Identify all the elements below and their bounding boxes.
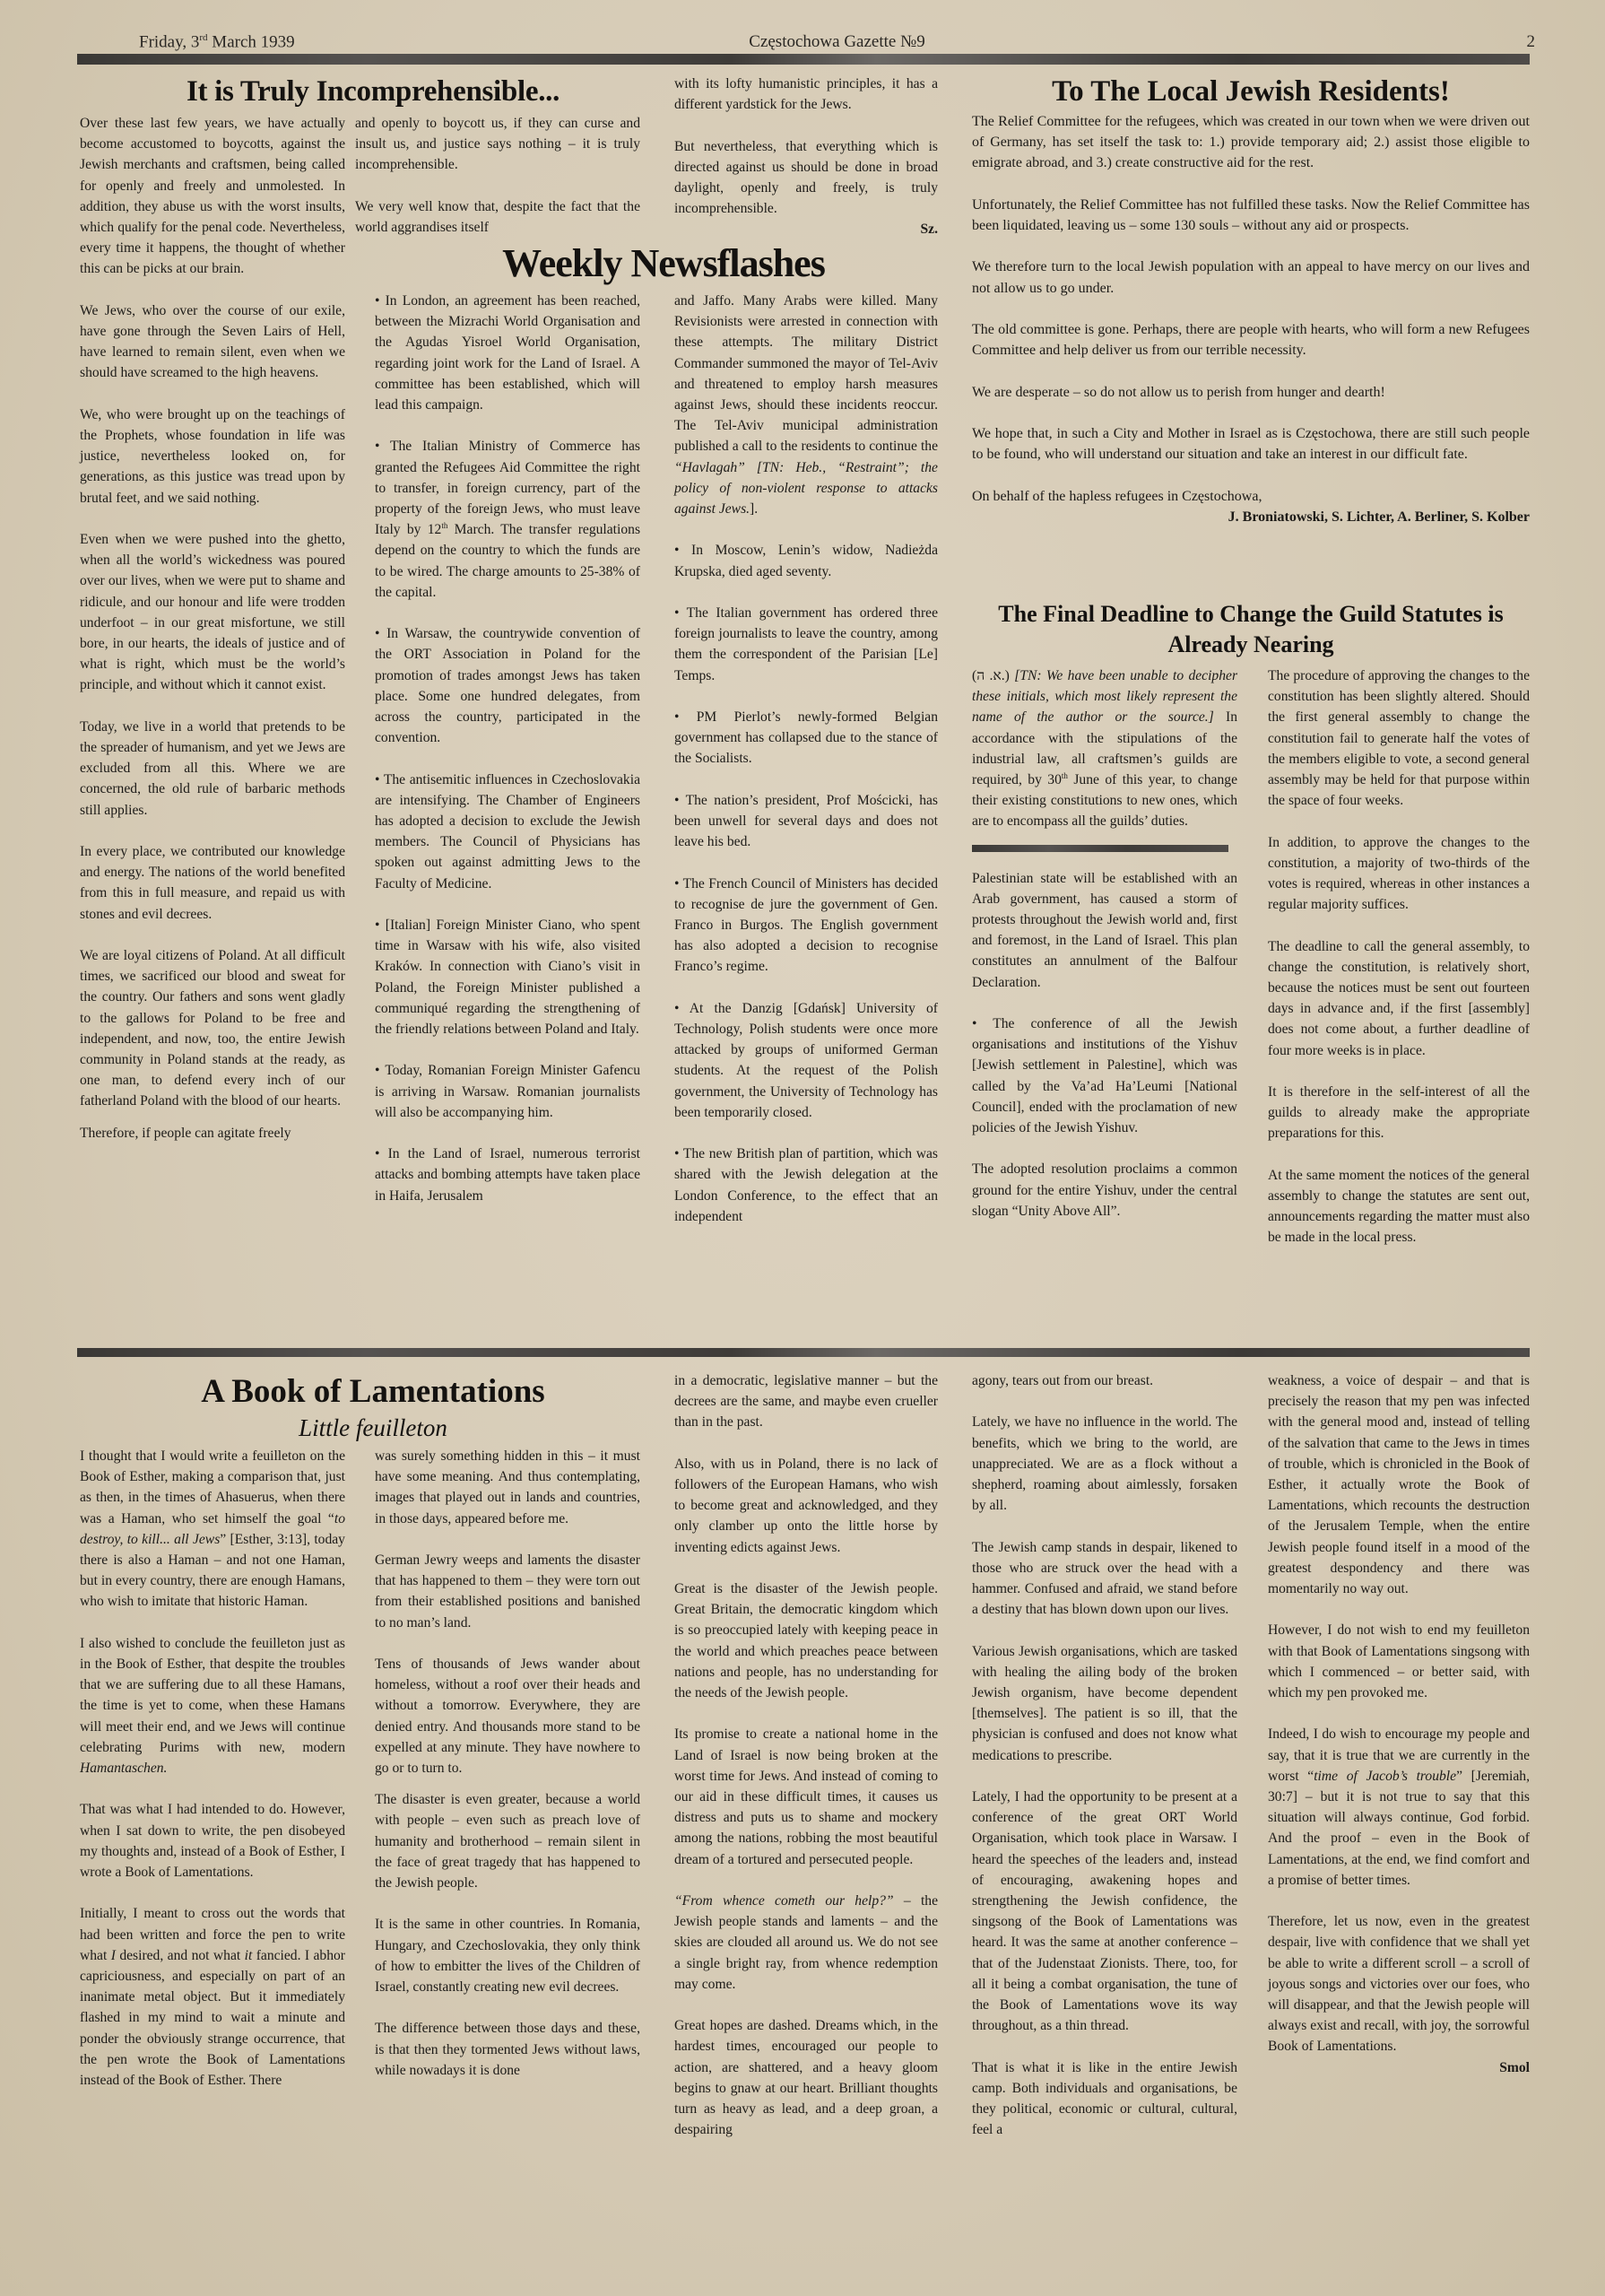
paragraph: We therefore turn to the local Jewish population with an appeal to have mercy on our lives and not allow us to go under. (972, 259, 1530, 296)
guild-left-column (972, 665, 1237, 1222)
news-item: • The Italian Ministry of Commerce has granted the Refugees Aid Committee the right to transfer, in foreign currency, part of the property of the foreign Jews, who must leave Italy by 12th March. The transfer regulations depend on the country to which the funds are to be wired. The charge amounts to 25-38% of the capital. (375, 439, 641, 600)
paragraph: It is therefore in the self-interest of all the guilds to already make the appropriate preparations for this. (1268, 1084, 1530, 1142)
news-item: • In Moscow, Lenin’s widow, Nadieżda Krupska, died aged seventy. (674, 543, 938, 579)
paragraph: Great hopes are dashed. Dreams which, in the hardest times, encouraged our people to action, are shattered, and a heavy gloom begins to gnaw at our heart. Brilliant thoughts turn as heavy as lead, and a deep groan, a despairing (674, 2018, 938, 2138)
paragraph: We Jews, who over the course of our exile, have gone through the Seven Lairs of Hell, have learned to remain silent, even when we should have screamed to the high heavens. (80, 302, 345, 381)
paper-title: Częstochowa Gazette №9 (749, 32, 925, 51)
paragraph: Unfortunately, the Relief Committee has not fulfilled these tasks. Now the Relief Committee has been liquidated, leaving us – some 130 souls – without any aid or prospects. (972, 196, 1530, 233)
paragraph: Therefore, let us now, even in the greatest despair, live with confidence that we shall yet be able to write a different scroll – a scroll of joyous songs and victories over our foes, who will disappear, and that the Jewish people will always exist and recall, with joy, the sorrowful Book of Lamentations. (1268, 1914, 1530, 2055)
section-rule (77, 1348, 1530, 1357)
paragraph: Over these last few years, we have actually become accustomed to boycotts, against the Jewish merchants and craftsmen, being called for openly and freely and unmolested. In addition, they abuse us with the worst insults, which qualify for the penal code. Nevertheless, every time it happens, the thought of whether this can be picks at our brain. (80, 116, 345, 277)
paragraph: I also wished to conclude the feuilleton just as in the Book of Esther, that despite the troubles that we are suffering due to all these Hamans, the time is yet to come, when these Hamans will meet their end, and we Jews will continue celebrating Purims with new, modern Hamantaschen. (80, 1635, 345, 1777)
section-divider (972, 845, 1228, 852)
paragraph: Its promise to create a national home in the Land of Israel is now being broken at the worst time for Jews. And instead of coming to our aid in these difficult times, it causes us distress and puts us to shame and mockery among the nations, robbing the most beautiful dream of a tortured and persecuted people. (674, 1726, 938, 1867)
headline-incomprehensible: It is Truly Incomprehensible... (186, 75, 560, 108)
paragraph: But nevertheless, that everything which is directed against us should be done in broad daylight, openly and freely, is truly incomprehensible. (674, 138, 938, 217)
paragraph: Also, with us in Poland, there is no lack of followers of the European Hamans, who wish to become great and acknowledged, and they only clamber up onto the little horse by inventing edicts against Jews. (674, 1456, 938, 1555)
masthead-rule (77, 54, 1530, 65)
newsflashes-col-1 (375, 291, 640, 1206)
paragraph: Various Jewish organisations, which are tasked with healing the ailing body of the broken Jewish organism, have become dependent [themselves]. The patient is so ill, that the physician is confused and does not know what medications to prescribe. (972, 1643, 1237, 1763)
paragraph: We very well know that, despite the fact that the world aggrandises itself (355, 198, 640, 235)
paragraph: We are desperate – so do not allow us to perish from hunger and dearth! (972, 384, 1385, 400)
paragraph: and openly to boycott us, if they can curse and insult us, and justice says nothing – it is truly incomprehensible. (355, 116, 640, 173)
paragraph: weakness, a voice of despair – and that is precisely the reason that my pen was infected with the general mood and, instead of telling of the salvation that came to the Jews in times of trouble, which is chronicled in the Book of Esther, it actually wrote the Book of Lamentations, which recounts the destruction of the Jerusalem Temple, when the entire Jewish people found itself in a mood of the greatest despondency and there was momentarily no way out. (1268, 1373, 1530, 1597)
paragraph: We hope that, in such a City and Mother in Israel as is Częstochowa, there are still such people to be found, who will understand our situation and take an interest in our difficult fate. (972, 425, 1530, 463)
incomprehensible-col-1 (80, 113, 345, 1144)
paragraph: The Relief Committee for the refugees, which was created in our town when we were driven out of Germany, has set itself the task to: 1.) provide temporary aid; 2.) assist those eligible to emigrate abroad, and 3.) create constructive aid for the rest. (972, 114, 1530, 171)
signature-smol: Smol (1499, 2059, 1530, 2075)
incomprehensible-col-2 (355, 113, 640, 238)
lamentations-col-1 (80, 1446, 345, 2091)
paragraph: in a democratic, legislative manner – but the decrees are the same, and maybe even crueller than in the past. (674, 1373, 938, 1431)
paragraph: We, who were brought up on the teachings of the Prophets, whose foundation in life was justice, nevertheless looked on, for generations, as this justice was tread upon by brutal feet, and we said nothing. (80, 406, 345, 506)
paragraph: On behalf of the hapless refugees in Częstochowa, (972, 488, 1262, 504)
lamentations-col-3 (674, 1370, 938, 2140)
lamentations-col-4 (972, 1370, 1237, 2140)
news-item: Palestinian state will be established with an Arab government, has caused a storm of protests throughout the Jewish world and, first and foremost, in the Land of Israel. This plan constitutes an annulment of the Balfour Declaration. (972, 870, 1237, 990)
paragraph: Lately, I had the opportunity to be present at a conference of the great ORT World Organisation, which took place in Warsaw. I heard the speeches of the leaders and, instead of encouraging, awakening hopes and strengthening the Jewish confidence, the singsong of the Book of Lamentations was heard. It was the same at another conference – that of the Judenstaat Zionists. There, too, for all it being a combat organisation, the tune of the Book of Lamentations wove its way throughout, as a thin thread. (972, 1789, 1237, 2034)
news-item: • Today, Romanian Foreign Minister Gafencu is arriving in Warsaw. Romanian journalists will also be accompanying him. (375, 1063, 640, 1120)
paragraph: In addition, to approve the changes to the constitution, a majority of two-thirds of the votes is required, whereas in other instances a regular majority suffices. (1268, 834, 1530, 913)
local-residents-body (972, 111, 1530, 527)
paragraph: The deadline to call the general assembly, to change the constitution, is relatively short, because the notices must be sent out fourteen days in advance and, if the first [assembly] does not come about, a further deadline of four more weeks is in place. (1268, 938, 1530, 1058)
paragraph: with its lofty humanistic principles, it has a different yardstick for the Jews. (674, 76, 938, 113)
paragraph: It is the same in other countries. In Romania, Hungary, and Czechoslovakia, they only think of how to embitter the lives of the Children of Israel, constantly creating new evil decrees. (375, 1917, 640, 1996)
paragraph: “From whence cometh our help?” – the Jewish people stands and laments – and the skies are clouded all around us. We do not see a single bright ray, from whence redemption may come. (674, 1893, 938, 1992)
news-item: • The nation’s president, Prof Mościcki, has been unwell for several days and does not leave his bed. (674, 792, 938, 850)
headline-weekly-newsflashes: Weekly Newsflashes (502, 241, 825, 285)
signature-sz: Sz. (920, 222, 938, 238)
news-item: • The French Council of Ministers has decided to recognise de jure the government of Gen. Franco in Burgos. The English government has also adopted a decision to recognise Franco’s regime. (674, 875, 938, 975)
page-number: 2 (1526, 32, 1535, 51)
news-item: The adopted resolution proclaims a common ground for the entire Yishuv, under the central slogan “Unity Above All”. (972, 1161, 1237, 1219)
paragraph: Lately, we have no influence in the world. The benefits, which we bring to the world, are unappreciated. We are as a flock without a shepherd, roaming about aimlessly, forsaken by all. (972, 1414, 1237, 1514)
signatories: J. Broniatowski, S. Lichter, A. Berliner, S. Kolber (1228, 509, 1530, 525)
masthead (139, 32, 1535, 52)
headline-guild-statutes: The Final Deadline to Change the Guild Statutes is Already Nearing (998, 601, 1504, 657)
headline-book-of-lamentations: A Book of Lamentations (201, 1373, 545, 1410)
paragraph: Indeed, I do wish to encourage my people and say, that it is true that we are currently in the worst “time of Jacob’s trouble” [Jeremiah, 30:7] – but it is not true to say that this situation will always continue, God forbid. And the proof – even in the Book of Lamentations, at the end, we find comfort and a promise of better times. (1268, 1726, 1530, 1888)
news-item: • In the Land of Israel, numerous terrorist attacks and bombing attempts have taken place in Haifa, Jerusalem (375, 1146, 640, 1204)
paragraph: At the same moment the notices of the general assembly to change the statutes are sent out, announcements regarding the matter must also be made in the local press. (1268, 1167, 1530, 1246)
news-item: • [Italian] Foreign Minister Ciano, who spent time in Warsaw with his wife, also visited Kraków. In connection with Ciano’s visit in Poland, the Foreign Minister published a communiqué regarding the strengthening of the friendly relations between Poland and Italy. (375, 918, 640, 1038)
paragraph: agony, tears out from our breast. (972, 1373, 1154, 1388)
news-item: and Jaffo. Many Arabs were killed. Many Revisionists were arrested in connection with these attempts. The military District Commander summoned the mayor of Tel-Aviv and threatened to employ harsh measures against Jews, should these incidents reoccur. The Tel-Aviv municipal administration published a call to the residents to continue the “Havlagah” [TN: Heb., “Restraint”; the policy of non-violent response to attacks against Jews.]. (674, 293, 938, 517)
news-item: • In Warsaw, the countrywide convention of the ORT Association in Poland for the promotion of trades amongst Jews has taken place. Some one hundred delegates, from across the country, participated in the convention. (375, 626, 640, 746)
paragraph: We are loyal citizens of Poland. At all difficult times, we sacrificed our blood and sweat for the country. Our fathers and sons went gladly to the gallows for Poland to be free and independent, and now, too, the entire Jewish community in Poland stands at the ready, as one man, to defend every inch of our fatherland Poland with the blood of our hearts. (80, 948, 345, 1109)
paragraph: The old committee is gone. Perhaps, there are people with hearts, who will form a new Refugees Committee and help deliver us from our terrible necessity. (972, 321, 1530, 359)
guild-col-2 (1268, 665, 1530, 1248)
paragraph: Therefore, if people can agitate freely (80, 1125, 291, 1141)
paragraph: However, I do not wish to end my feuilleton with that Book of Lamentations singsong with which I commenced – or better said, with which my pen provoked me. (1268, 1622, 1530, 1701)
newsflashes-col-2 (674, 291, 938, 1227)
paragraph: German Jewry weeps and laments the disaster that has happened to them – they were torn out from their established positions and banished to no man’s land. (375, 1552, 640, 1631)
paragraph: I thought that I would write a feuilleton on the Book of Esther, making a comparison that, just as then, in the times of Ahasuerus, when there was a Haman, who set himself the goal “to destroy, to kill... all Jews” [Esther, 3:13], today there is also a Haman – and not one Haman, but in every country, there are enough Hamans, who wish to imitate that historic Haman. (80, 1448, 345, 1610)
paragraph: was surely something hidden in this – it must have some meaning. And thus contemplating, images that played out in lands and countries, in those days, appeared before me. (375, 1448, 640, 1526)
author-initials: (א. ה.) (972, 668, 1010, 683)
incomprehensible-col-3 (674, 74, 938, 240)
paragraph: The disaster is even greater, because a world with people – even such as preach love of humanity and brotherhood – remain silent in the face of great tragedy that has happened to the Jewish people. (375, 1792, 640, 1892)
paragraph: Tens of thousands of Jews wander about homeless, without a roof over their heads and without a tomorrow. Everywhere, they are denied entry. And thousands more stand to be expelled at any minute. They have nowhere to go or to turn to. (375, 1657, 640, 1777)
newsflashes-col-3 (972, 868, 1237, 1222)
news-item: • The antisemitic influences in Czechoslovakia are intensifying. The Chamber of Engineers has adopted a decision to exclude the Jewish members. The Council of Physicians has spoken out against admitting Jews to the Faculty of Medicine. (375, 771, 640, 891)
lamentations-col-2 (375, 1446, 640, 2081)
paragraph: That was what I had intended to do. However, when I sat down to write, the pen disobeyed my thoughts and, instead of a Book of Esther, I wrote a Book of Lamentations. (80, 1802, 345, 1881)
headline-local-residents: To The Local Jewish Residents! (1052, 75, 1450, 108)
paragraph: That is what it is like in the entire Jewish camp. Both individuals and organisations, be they political, economic or cultural, cultural, feel a (972, 2059, 1237, 2138)
paragraph: The Jewish camp stands in despair, likened to those who are struck over the head with a hammer. Confused and afraid, we stand before a destiny that has blown down upon our lives. (972, 1539, 1237, 1618)
news-item: • At the Danzig [Gdańsk] University of Technology, Polish students were once more attacked by groups of uniformed German students. At the request of the Polish government, the University of Technology has been temporarily closed. (674, 1000, 938, 1120)
news-item: • In London, an agreement has been reached, between the Mizrachi World Organisation and the Agudas Yisroel World Organisation, regarding joint work for the Land of Israel. A committee has been established, which will lead this campaign. (375, 293, 640, 413)
news-item: • The new British plan of partition, which was shared with the Jewish delegation at the London Conference, to the effect that an independent (674, 1146, 938, 1224)
subtitle-little-feuilleton: Little feuilleton (299, 1414, 447, 1441)
news-item: • The Italian government has ordered three foreign journalists to leave the country, among them the correspondent of the Parisian [Le] Temps. (674, 605, 938, 683)
news-item: • The conference of all the Jewish organisations and institutions of the Yishuv [Jewish settlement in Palestine], which was called by the Va’ad Ha’Leumi [National Council], ended with the proclamation of new policies of the Jewish Yishuv. (972, 1016, 1237, 1136)
issue-date: Friday, 3rd March 1939 (139, 32, 295, 52)
paragraph: (א. ה.) [TN: We have been unable to decipher these initials, which most likely represent the name of the author or the source.] In accordance with the stipulations of the industrial law, all craftsmen’s guilds are required, by 30th June of this year, to change their existing constitutions to new ones, which are to encompass all the guilds’ duties. (972, 668, 1238, 830)
paragraph: Great is the disaster of the Jewish people. Great Britain, the democratic kingdom which is so preoccupied lately with keeping peace in the world and which preaches peace between nations and people, has no understanding for the needs of the Jewish people. (674, 1581, 938, 1701)
paragraph: Initially, I meant to cross out the words that had been written and force the pen to write what I desired, and not what it fancied. I abhor capriciousness, and especially on part of an inanimate metal object. But it immediately flashed in my mind to wait a minute and ponder the obviously strange occurrence, that the pen wrote the Book of Lamentations instead of the Book of Esther. There (80, 1906, 345, 2089)
paragraph: In every place, we contributed our knowledge and energy. The nations of the world benefited from this in full measure, and repaid us with stones and evil decrees. (80, 844, 345, 922)
paragraph: Even when we were pushed into the ghetto, when all the world’s wickedness was poured over our lives, when we were put to shame and ridicule, and our honour and life were trodden underfoot – in our great misfortune, we still bore, in our hearts, the ideals of justice and of what is right, which must be the world’s principle, and without which it cannot exist. (80, 532, 345, 693)
paragraph: The difference between those days and these, is that then they tormented Jews without laws, while nowadays it is done (375, 2021, 640, 2078)
paragraph: Today, we live in a world that pretends to be the spreader of humanism, and yet we Jews are excluded from all this. Where we are concerned, the old rule of barbaric methods still applies. (80, 718, 345, 818)
lamentations-col-5 (1268, 1370, 1530, 2078)
paragraph: The procedure of approving the changes to the constitution has been slightly altered. Should the first general assembly to change the constitution fail to generate half the votes of the members eligible to vote, a second general assembly may be held for that purpose within the space of four weeks. (1268, 668, 1530, 809)
news-item: • PM Pierlot’s newly-formed Belgian government has collapsed due to the stance of the Socialists. (674, 709, 938, 767)
